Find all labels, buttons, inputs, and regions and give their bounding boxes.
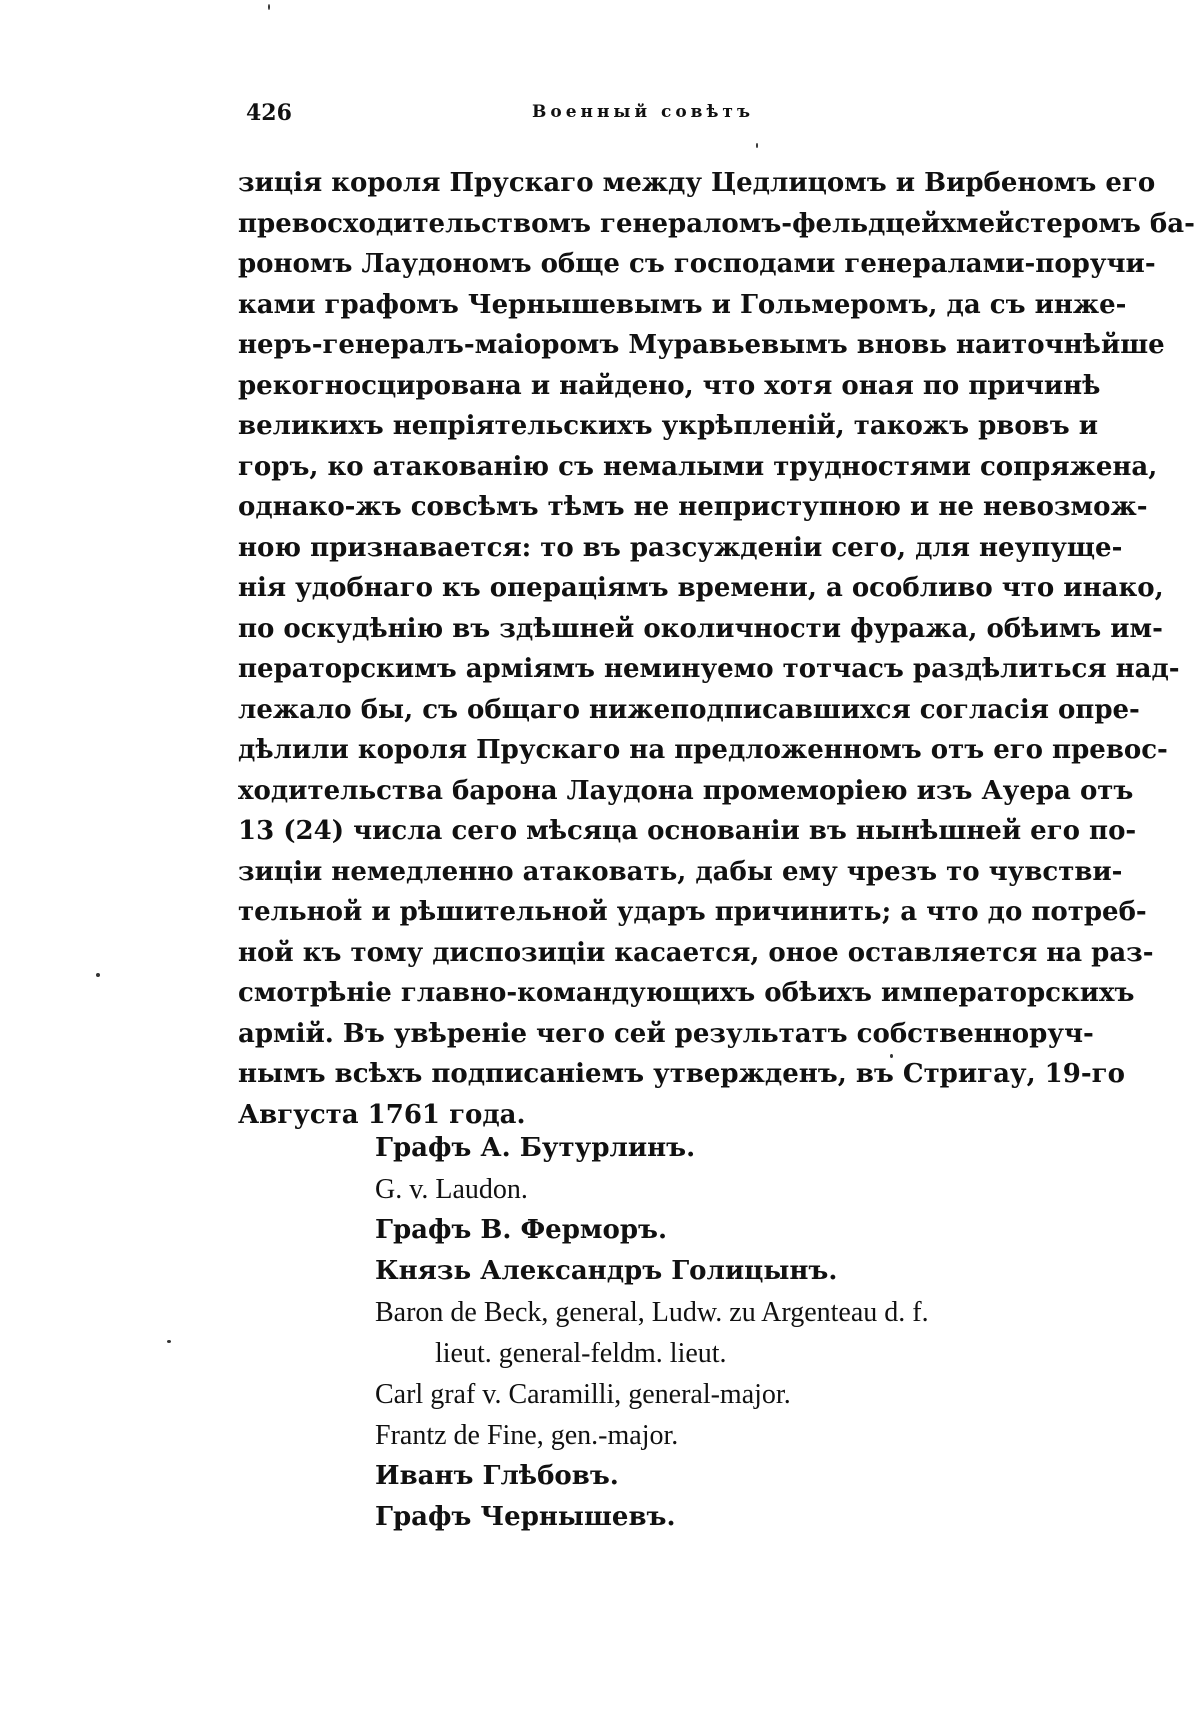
signature-fine: Frantz de Fine, gen.-major.: [375, 1420, 679, 1451]
text-line: нымъ всѣхъ подписаніемъ утвержденъ, въ Стригау, 19-го: [238, 1059, 1125, 1089]
signature-chernyshev: Графъ Чернышевъ.: [375, 1502, 676, 1532]
running-title: Военный совѣтъ: [532, 102, 755, 122]
text-line: зиціи немедленно атаковать, дабы ему чрезъ то чувстви-: [238, 856, 1123, 887]
text-line: 13 (24) числа сего мѣсяца основаніи въ нынѣшней его по-: [238, 816, 1137, 846]
signature-caramilli: Carl graf v. Caramilli, general-major.: [375, 1379, 791, 1410]
text-line: нія удобнаго къ операціямъ времени, а особливо что инако,: [238, 573, 1164, 603]
text-line: тельной и рѣшительной ударъ причинить; а что до потреб-: [238, 897, 1147, 927]
body-paragraph: [238, 163, 1195, 1135]
text-line: горъ, ко атакованію съ немалыми трудностями сопряжена,: [238, 451, 1158, 482]
signature-golitsyn: Князь Александръ Голицынъ.: [375, 1256, 838, 1286]
text-line: великихъ непріятельскихъ укрѣпленій, такожъ рвовъ и: [238, 411, 1099, 441]
scan-speck: [890, 1054, 893, 1058]
text-line: Августа 1761 года.: [238, 1099, 526, 1130]
text-line: ною признавается: то въ разсужденіи сего, для неупуще-: [238, 532, 1123, 563]
signature-glebov: Иванъ Глѣбовъ.: [375, 1461, 619, 1491]
scan-speck: [167, 1340, 171, 1343]
signature-list: [375, 1128, 1075, 1538]
text-line: неръ-генералъ-маіоромъ Муравьевымъ вновь наиточнѣйше: [238, 330, 1165, 360]
signature-fermor: Графъ В. Ферморъ.: [375, 1215, 667, 1245]
signature-laudon: G. v. Laudon.: [375, 1174, 528, 1205]
signature-beck: Baron de Beck, general, Ludw. zu Argenteau d. f.: [375, 1297, 929, 1328]
text-line: ператорскимъ арміямъ неминуемо тотчасъ раздѣлиться над-: [238, 654, 1180, 684]
scan-speck: [756, 143, 758, 148]
text-line: однако-жъ совсѣмъ тѣмъ не неприступною и не невозмож-: [238, 492, 1148, 522]
page-number: 426: [246, 100, 292, 126]
page-header: [232, 100, 1082, 130]
signature-beck-continued: lieut. general-feldm. lieut.: [435, 1338, 727, 1369]
text-line: лежало бы, съ общаго нижеподписавшихся согласія опре-: [238, 694, 1140, 725]
text-line: рономъ Лаудономъ обще съ господами генералами-поручи-: [238, 249, 1156, 279]
scan-speck: [96, 973, 100, 977]
text-line: по оскудѣнію въ здѣшней околичности фуража, обѣимъ им-: [238, 613, 1163, 644]
text-line: рекогносцирована и найдено, что хотя оная по причинѣ: [238, 370, 1101, 401]
text-line: армій. Въ увѣреніе чего сей результатъ собственноруч-: [238, 1018, 1094, 1049]
text-line: ходительства барона Лаудона промеморіею изъ Ауера отъ: [238, 775, 1134, 806]
text-line: дѣлили короля Прускаго на предложенномъ отъ его превос-: [238, 735, 1168, 765]
text-line: смотрѣніе главно-командующихъ обѣихъ императорскихъ: [238, 978, 1135, 1008]
signature-buturlin: Графъ А. Бутурлинъ.: [375, 1133, 696, 1163]
text-line: ками графомъ Чернышевымъ и Гольмеромъ, да съ инже-: [238, 289, 1127, 320]
text-line: превосходительствомъ генераломъ-фельдцейхмейстеромъ ба-: [238, 208, 1195, 239]
text-line: зиція короля Прускаго между Цедлицомъ и Вирбеномъ его: [238, 168, 1156, 198]
text-line: ной къ тому диспозиціи касается, оное оставляется на раз-: [238, 937, 1154, 968]
scan-speck: [268, 4, 270, 10]
